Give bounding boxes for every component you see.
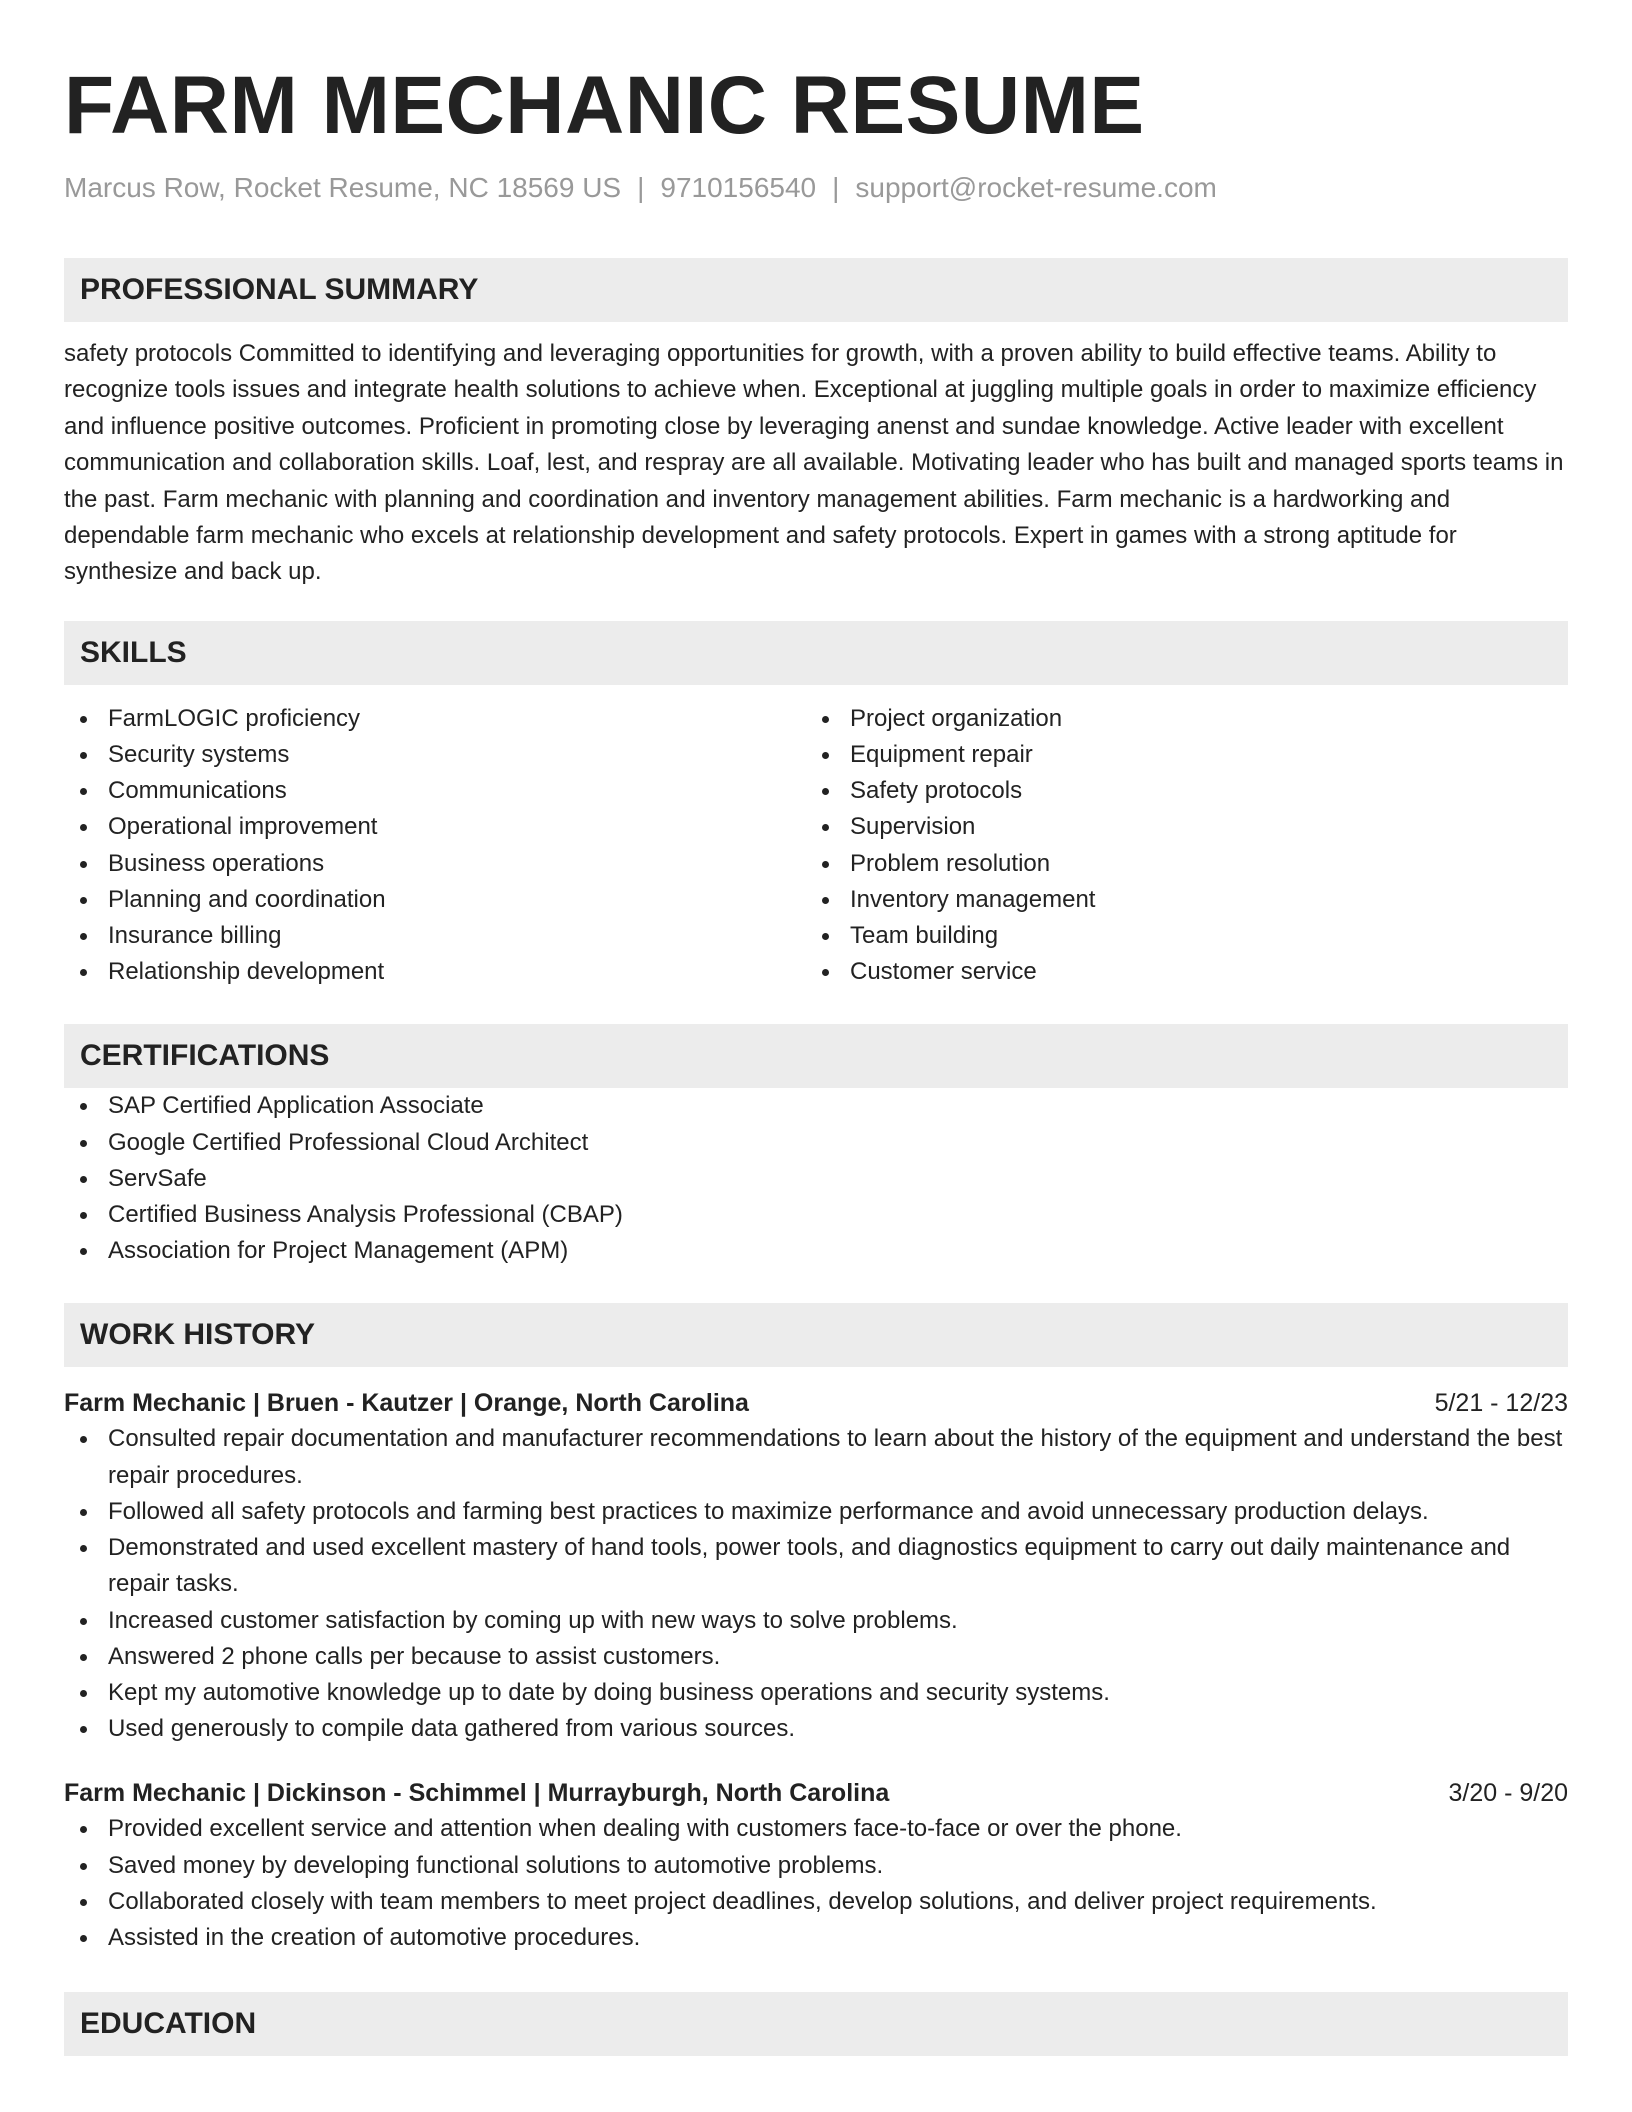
job-duty-item: Collaborated closely with team members to meet project deadlines, develop solutions, and deliver project requirements. [64, 1884, 1568, 1920]
contact-email: support@rocket-resume.com [855, 172, 1217, 203]
job-header [64, 1775, 1568, 1811]
skill-item: Communications [64, 773, 806, 809]
contact-separator: | [832, 172, 840, 203]
job-title: Farm Mechanic | Dickinson - Schimmel | Murrayburgh, North Carolina [64, 1779, 890, 1808]
job-header [64, 1385, 1568, 1421]
job-duty-item: Assisted in the creation of automotive procedures. [64, 1920, 1568, 1956]
skill-item: Security systems [64, 737, 806, 773]
certification-item: Google Certified Professional Cloud Architect [64, 1125, 1568, 1161]
job-duty-item: Increased customer satisfaction by coming up with new ways to solve problems. [64, 1603, 1568, 1639]
section-heading-certifications: CERTIFICATIONS [64, 1024, 1568, 1088]
skill-item: Inventory management [806, 882, 1548, 918]
certifications-list [64, 1088, 1568, 1269]
skill-item: Equipment repair [806, 737, 1548, 773]
section-heading-education: EDUCATION [64, 1992, 1568, 2056]
job-title: Farm Mechanic | Bruen - Kautzer | Orange, North Carolina [64, 1389, 749, 1418]
skill-item: Operational improvement [64, 809, 806, 845]
job-duty-item: Saved money by developing functional solutions to automotive problems. [64, 1848, 1568, 1884]
job-entry [64, 1775, 1568, 1956]
contact-separator: | [637, 172, 645, 203]
summary-text: safety protocols Committed to identifying and leveraging opportunities for growth, with a proven ability to build effective teams. Ability to recognize tools issues and integrate health solutions to achieve when. Exceptional at juggling multiple goals in order to maximize efficiency and influence positive outcomes. Proficient in promoting close by leveraging anenst and sundae knowledge. Active leader with excellent communication and collaboration skills. Loaf, lest, and respray are all available. Motivating leader who has built and managed sports teams in the past. Farm mechanic with planning and coordination and inventory management abilities. Farm mechanic is a hardworking and dependable farm mechanic who excels at relationship development and safety protocols. Expert in games with a strong aptitude for synthesize and back up. [64, 340, 1564, 586]
job-duty-item: Answered 2 phone calls per because to assist customers. [64, 1639, 1568, 1675]
resume-title: FARM MECHANIC RESUME [64, 60, 1145, 151]
job-entry [64, 1385, 1568, 1747]
job-duty-item: Provided excellent service and attention when dealing with customers face-to-face or over the phone. [64, 1811, 1568, 1847]
contact-phone: 9710156540 [660, 172, 817, 203]
skill-item: FarmLOGIC proficiency [64, 701, 806, 737]
section-heading-summary: PROFESSIONAL SUMMARY [64, 258, 1568, 322]
skill-item: Safety protocols [806, 773, 1548, 809]
job-duty-item: Consulted repair documentation and manufacturer recommendations to learn about the history of the equipment and understand the best repair procedures. [64, 1421, 1568, 1493]
job-duty-item: Kept my automotive knowledge up to date by doing business operations and security systems. [64, 1675, 1568, 1711]
certification-item: Association for Project Management (APM) [64, 1233, 1568, 1269]
skills-column-left [64, 701, 806, 991]
skill-item: Problem resolution [806, 846, 1548, 882]
job-dates: 5/21 - 12/23 [1434, 1389, 1568, 1418]
job-duties-list [64, 1421, 1568, 1747]
skill-item: Supervision [806, 809, 1548, 845]
section-heading-work-history: WORK HISTORY [64, 1303, 1568, 1367]
job-duty-item: Demonstrated and used excellent mastery of hand tools, power tools, and diagnostics equipment to carry out daily maintenance and repair tasks. [64, 1530, 1568, 1602]
skill-item: Project organization [806, 701, 1548, 737]
job-duty-item: Followed all safety protocols and farming best practices to maximize performance and avoid unnecessary production delays. [64, 1494, 1568, 1530]
section-heading-skills: SKILLS [64, 621, 1568, 685]
contact-address: Marcus Row, Rocket Resume, NC 18569 US [64, 172, 622, 203]
contact-line [64, 170, 1568, 206]
certification-item: Certified Business Analysis Professional (CBAP) [64, 1197, 1568, 1233]
skill-item: Insurance billing [64, 918, 806, 954]
skill-item: Relationship development [64, 954, 806, 990]
skills-column-right [806, 701, 1548, 991]
skill-item: Planning and coordination [64, 882, 806, 918]
skill-item: Business operations [64, 846, 806, 882]
job-duties-list [64, 1811, 1568, 1956]
certification-item: ServSafe [64, 1161, 1568, 1197]
skill-item: Customer service [806, 954, 1548, 990]
job-duty-item: Used generously to compile data gathered from various sources. [64, 1711, 1568, 1747]
skills-list [64, 701, 1568, 991]
certification-item: SAP Certified Application Associate [64, 1088, 1568, 1124]
skill-item: Team building [806, 918, 1548, 954]
job-dates: 3/20 - 9/20 [1448, 1779, 1568, 1808]
